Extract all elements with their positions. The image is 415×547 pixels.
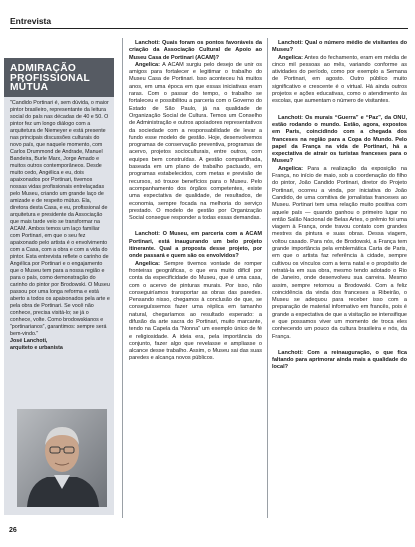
answer-text: Para a realização da exposição na França, no início de maio, sob a coordenação do filho do pintor, João Candido Portinari, diretor do Projeto Portinari, ocorreu a vinda, por iniciativa do João Candido, de uma comitiva de jornalistas franceses ao Museu. Portinari tem uma relação muito positiva com aquele país — quando ganhou o primeiro lugar no então Salão Nacional de Belas Artes, o prêmio foi uma viagem à França, onde travou contato com grandes mestres da pintura e suas obras. Dessa viagem, voltou casado. Para nós, de Brodowski, a França tem grande importância pela emblemática Carta de Paris, em que o artista faz referência à cidade, sempre cultivou os vínculos com a terra natal e o propósito de retratá-la em sua obra, mesmo tendo adotado o Rio de Janeiro, onde desenvolveu sua carreira. Mesmo assim, sempre retornou a Brodowski. Com a feliz coincidência da vinda dos franceses a Ribeirão, o Museu se adequou para receber isso com a preparação de material informativo em francês, pois é grande a expectativa de que a visitação se intensifique e que possamos viver um momento de troca eles conhecendo um pouco da cultura brasileira e nós, da França. <box>272 165 407 340</box>
question-text: Qual o número médio de visitantes do Museu? <box>272 40 407 54</box>
speaker-label: Lanchoti: <box>278 349 303 356</box>
column-divider <box>267 38 268 518</box>
question-text: Com a reinauguração, o que fica faltando para aprimorar ainda mais a qualidade do local? <box>272 349 407 371</box>
answer <box>129 62 262 223</box>
sidebar-title <box>4 58 114 97</box>
column-divider <box>122 38 123 518</box>
answer-text: Sempre tivemos vontade de romper fronteiras geográficas, o que era muito difícil por conta da especificidade do Museu, que é uma casa, com o acervo de pinturas murais. Por isso, não conseguiríamos transportar as obras das paredes. Pensando nisso, chegamos à conclusão de que, se conseguíssemos fazer uma réplica em tamanho natural, chegaríamos ao resultado esperado: a difusão da arte sacra do Portinari, muito marcante, tendo na Capela da “Nonna” um exemplo único de fé e religiosidade. A ideia era, pela importância do conjunto, fazer algo que revelasse e ampliasse o alcance desse trabalho. Assim, o Museu sai das suas paredes e alcança novos públicos. <box>129 260 262 362</box>
page-number: 26 <box>9 527 17 534</box>
byline-role: arquiteto e urbanista <box>10 344 63 351</box>
sidebar-title-line: MÚTUA <box>10 82 49 94</box>
question <box>129 231 262 260</box>
sidebar-title-line: PROFISSIONAL <box>10 72 91 84</box>
article-column-2 <box>129 40 262 363</box>
sidebar-title-line: ADMIRAÇÃO <box>10 63 77 74</box>
speaker-label: Lanchoti: <box>135 40 160 46</box>
speaker-label: Lanchoti: <box>135 231 160 238</box>
speaker-label: Lanchoti: <box>278 40 303 46</box>
answer <box>129 261 262 363</box>
sidebar-text <box>4 97 114 352</box>
speaker-label: Angelica: <box>278 54 303 61</box>
speaker-label: Angelica: <box>278 165 303 172</box>
question <box>129 40 262 62</box>
sidebar-quote: "Candido Portinari é, sem dúvida, o maior pintor brasileiro, representante da leitura social do país nas décadas de 40 e 50. O pintor fez um longo diálogo com a arquitetura de Niemeyer e está presente nas principais discussões culturais do novo país, que naquele momento, com Carlos Drummond de Andrade, Manuel Bandeira, Burle Marx, Jorge Amado e muitos outros contemporâneos. Desde muito cedo, Angélica e eu, dois apaixonados por Portinari, tivemos nossas vidas profissionais entrelaçadas pelo Museu, criando um grande laço de amizade e de respeito mútuo. Ela, diretora desta Casa, e eu, profissional de arquitetura e presidente da Associação que mais tarde veio se transformar na ACAM. Ambos temos um laço familiar com Portinari, em que o seu fez apaixonado pelo artista é o envolvimento com a Casa, com a obra e com a vida do pintor. Esta entrevista reflete o carinho de Angélica por Portinari e o engajamento que o Museu tem para a nossa região e para o país, como demonstração do carinho do pintor por Brodowski. O Museu passou por uma longa reforma e está aberto a todos os apaixonados pela arte e pela obra de Portinari. Se você não conhece, precisa visitá-lo; se já o conhece, volte. Como brodowskianos e “portinarianos”, garantimos: sempre será bem-vindo." <box>10 99 110 337</box>
section-label: Entrevista <box>10 16 52 26</box>
question-text: Os murais “Guerra” e “Paz”, da ONU, estão rodando o mundo. Estão, agora, expostos em Paris, coincidindo com a chegada dos franceses na região para a Copa do Mundo. Pelo papel da França na vida de Portinari, há a expectativa de atrair os turistas franceses para o Museu? <box>272 114 407 165</box>
speaker-label: Angelica: <box>135 61 160 68</box>
answer-text: Antes do fechamento, eram em média de cinco mil pessoas ao mês, variando conforme as atividades do período, como por exemplo a Semana de Portinari, em agosto. Outro público muito significativo e crescente é o virtual. Há ainda outros projetos e ações educativas, como o atendimento às escolas, que aumentam o número de visitantes. <box>272 54 407 105</box>
article-column-3 <box>272 40 407 372</box>
header-rule <box>10 28 408 29</box>
question <box>272 40 407 55</box>
answer-text: A ACAM surgiu pelo desejo de unir os amigos para fortalecer e legitimar o trabalho do Museu Casa de Portinari. Isso aconteceu há muitos anos, em uma época em que essas iniciativas eram raras. Com o passar do tempo, o trabalho se fortaleceu e possibilitou a parceria com o Governo do Estado de São Paulo, já na qualidade de Organização Social de Cultura. Temos um Conselho de Administração e outros apoiadores representativos da sociedade com a responsabilidade de levar a fundo esse modelo de gestão. Hoje, desenvolvemos programas de conservação preventiva, programas de acervo, projetos socioculturais, entre outros, com equipes bem construídas. A gestão compartilhada, baseada em um plano de trabalho pactuado, em programas estabelecidos, com metas e previsão de recursos, só trouxe benefícios para o Museu. Pelo acompanhamento dos órgãos competentes, existe uma expectativa de qualidade, de resultados, de economia, sempre focada na melhoria do serviço prestado. O modelo de gestão por Organização Social consegue responder a todas essas demandas. <box>129 61 262 222</box>
question <box>272 115 407 166</box>
speaker-label: Angelica: <box>135 260 160 267</box>
question-text: O Museu, em parceria com a ACAM Portinari, está inaugurando um belo projeto itinerante. Qual a proposta desse projeto, por onde passará e quem são os envolvidos? <box>129 231 262 260</box>
question <box>272 350 407 372</box>
speaker-label: Lanchoti: <box>278 114 303 121</box>
answer <box>272 166 407 341</box>
answer <box>272 55 407 106</box>
question-text: Quais foram os pontos favoráveis da criação da Associação Cultural de Apoio ao Museu Casa de Portinari (ACAM)? <box>129 40 262 61</box>
byline-name: José Lanchoti, <box>10 337 48 344</box>
portrait-photo <box>17 409 107 507</box>
sidebar-byline <box>10 338 110 352</box>
sidebar-box <box>4 58 114 515</box>
